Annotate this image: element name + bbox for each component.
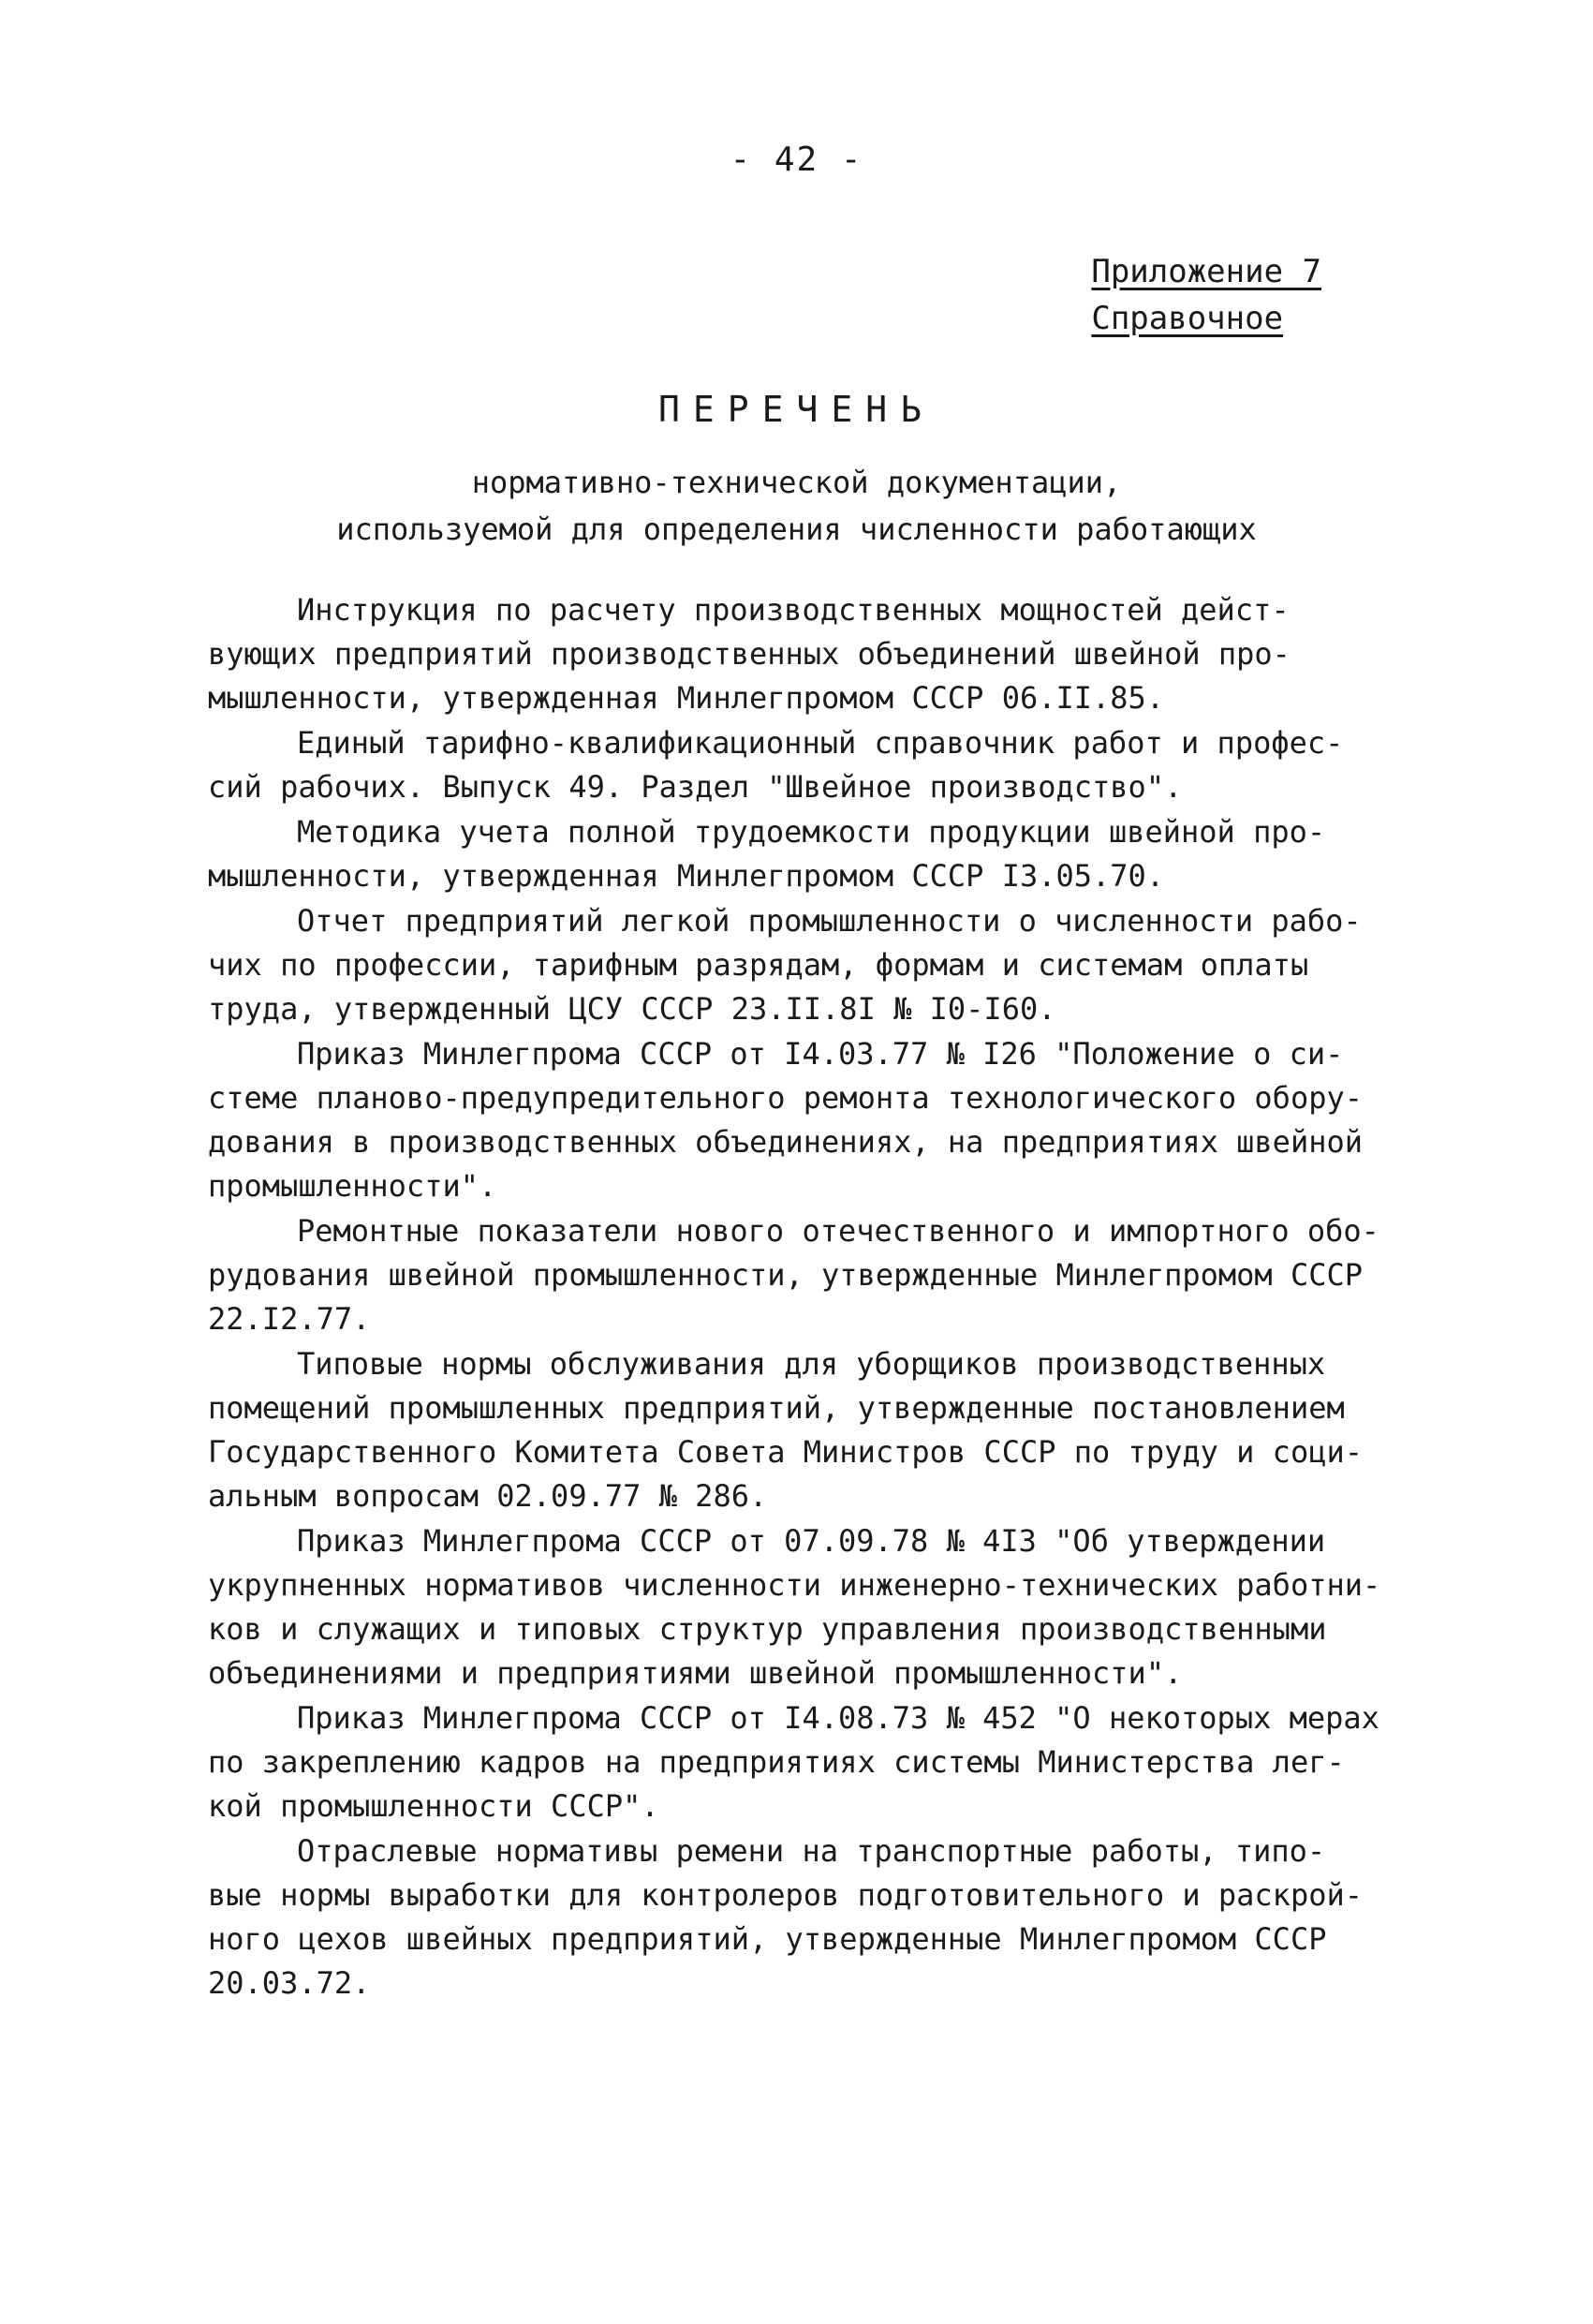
list-item bbox=[208, 810, 1407, 898]
subtitle-line: используемой для определения численности работающих bbox=[336, 511, 1257, 547]
text-line: кой промышленности СССР". bbox=[208, 1788, 659, 1824]
list-item bbox=[208, 1342, 1407, 1518]
text-line: Единый тарифно-квалификационный справочник работ и профес- bbox=[297, 725, 1344, 761]
text-line: Ремонтные показатели нового отечественного и импортного обо- bbox=[297, 1213, 1379, 1249]
text-line: мышленности, утвержденная Минлегпромом СССР I3.05.70. bbox=[208, 858, 1165, 894]
document-title: ПЕРЕЧЕНЬ bbox=[657, 389, 936, 430]
text-line: ков и служащих и типовых структур управления производственными bbox=[208, 1611, 1327, 1647]
text-line: 22.I2.77. bbox=[208, 1301, 371, 1337]
text-line: Методика учета полной трудоемкости продукции швейной про- bbox=[297, 814, 1326, 850]
text-line: дования в производственных объединениях, на предприятиях швейной bbox=[208, 1124, 1363, 1160]
text-line: мышленности, утвержденная Минлегпромом СССР 06.II.85. bbox=[208, 680, 1165, 716]
appendix-type: Справочное bbox=[1091, 300, 1284, 337]
text-line: Приказ Минлегпрома СССР от I4.08.73 № 452 "О некоторых мерах bbox=[297, 1700, 1379, 1736]
list-item bbox=[208, 1209, 1407, 1341]
text-line: помещений промышленных предприятий, утвержденные постановлением bbox=[208, 1390, 1345, 1426]
text-line: 20.03.72. bbox=[208, 1965, 371, 2001]
list-item bbox=[208, 1829, 1407, 2006]
text-line: укрупненных нормативов численности инженерно-технических работни- bbox=[208, 1567, 1381, 1603]
appendix-header bbox=[1091, 248, 1321, 342]
text-line: стеме планово-предупредительного ремонта технологического обору- bbox=[208, 1080, 1363, 1116]
text-line: альным вопросам 02.09.77 № 286. bbox=[208, 1478, 768, 1514]
list-item bbox=[208, 1032, 1407, 1208]
text-line: Типовые нормы обслуживания для уборщиков производственных bbox=[297, 1346, 1326, 1382]
text-line: ного цехов швейных предприятий, утвержденные Минлегпромом СССР bbox=[208, 1921, 1327, 1957]
text-line: Отчет предприятий легкой промышленности о численности рабо- bbox=[297, 903, 1362, 939]
list-item bbox=[208, 899, 1407, 1031]
document-body bbox=[208, 588, 1407, 2006]
list-item bbox=[208, 1696, 1407, 1828]
page-number: - 42 - bbox=[730, 141, 863, 179]
text-line: промышленности". bbox=[208, 1168, 497, 1204]
text-line: вующих предприятий производственных объединений швейной про- bbox=[208, 636, 1291, 672]
text-line: рудования швейной промышленности, утвержденные Минлегпромом СССР bbox=[208, 1257, 1363, 1293]
text-line: по закреплению кадров на предприятиях системы Министерства лег- bbox=[208, 1744, 1345, 1780]
text-line: труда, утвержденный ЦСУ СССР 23.II.8I № I0-I60. bbox=[208, 991, 1056, 1027]
text-line: Отраслевые нормативы ремени на транспортные работы, типо- bbox=[297, 1833, 1326, 1869]
list-item bbox=[208, 588, 1407, 720]
text-line: сий рабочих. Выпуск 49. Раздел "Швейное производство". bbox=[208, 769, 1183, 805]
text-line: чих по профессии, тарифным разрядам, формам и системам оплаты bbox=[208, 947, 1309, 983]
document-subtitle bbox=[0, 459, 1593, 553]
text-line: Приказ Минлегпрома СССР от I4.03.77 № I26 "Положение о си- bbox=[297, 1036, 1344, 1072]
subtitle-line: нормативно-технической документации, bbox=[471, 465, 1122, 500]
list-item bbox=[208, 1519, 1407, 1695]
appendix-label: Приложение 7 bbox=[1091, 253, 1321, 290]
list-item bbox=[208, 721, 1407, 809]
text-line: Государственного Комитета Совета Министров СССР по труду и соци- bbox=[208, 1434, 1363, 1470]
text-line: вые нормы выработки для контролеров подготовительного и раскрой- bbox=[208, 1877, 1363, 1913]
text-line: Приказ Минлегпрома СССР от 07.09.78 № 4I3 "Об утверждении bbox=[297, 1523, 1326, 1559]
text-line: Инструкция по расчету производственных мощностей дейст- bbox=[297, 592, 1290, 628]
text-line: объединениями и предприятиями швейной промышленности". bbox=[208, 1655, 1183, 1691]
